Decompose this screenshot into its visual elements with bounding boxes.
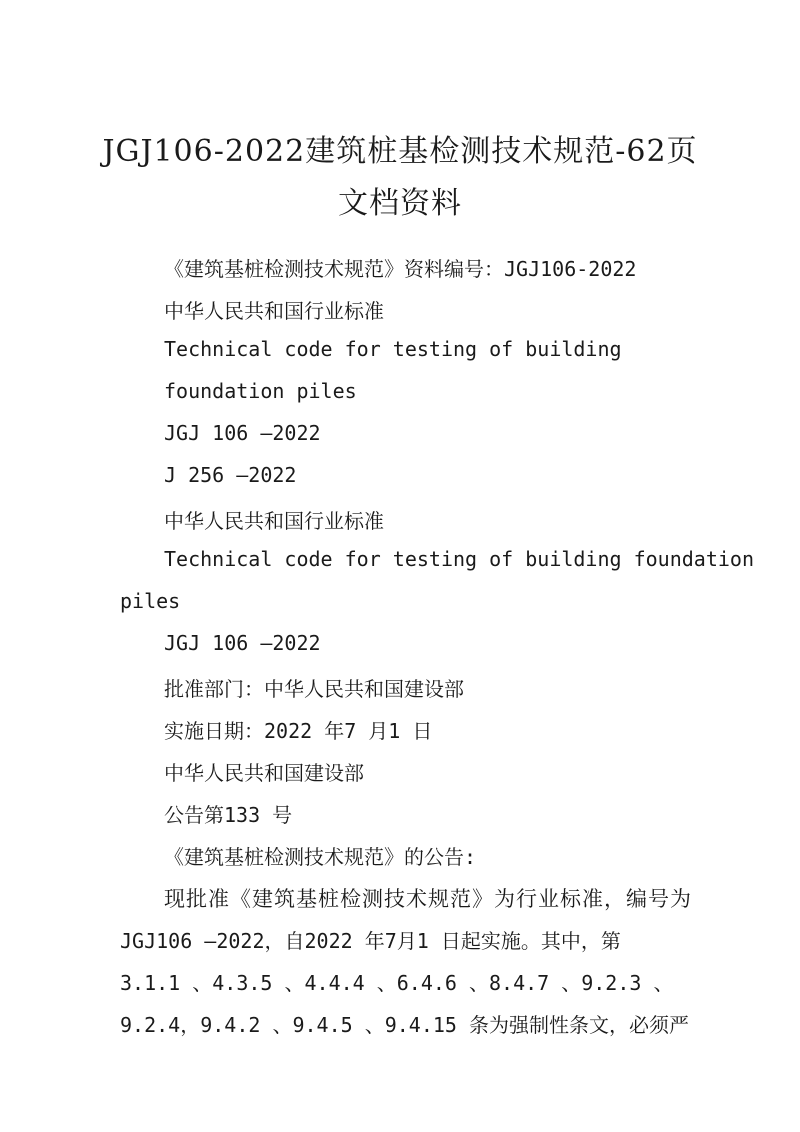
- text-line-jgj-code-2: JGJ 106 —2022: [164, 631, 321, 655]
- text-line-effective-date: 实施日期：2022 年7 月1 日: [164, 719, 433, 743]
- text-line-body-3: 3.1.1 、4.3.5 、4.4.4 、6.4.6 、8.4.7 、9.2.3 、: [120, 971, 674, 995]
- document-title-line-2: 文档资料: [338, 186, 462, 221]
- text-line-english-title-4: piles: [120, 589, 181, 613]
- text-line-english-title-2: foundation piles: [164, 379, 357, 403]
- text-line-j-code: J 256 —2022: [164, 463, 297, 487]
- text-line-announcement-title: 《建筑基桩检测技术规范》的公告:: [164, 845, 477, 869]
- text-line-english-title-3: Technical code for testing of building foundation: [164, 547, 755, 571]
- text-line-jgj-code: JGJ 106 —2022: [164, 421, 321, 445]
- text-line-body-2: JGJ106 —2022，自2022 年7月1 日起实施。其中，第: [120, 929, 621, 953]
- text-line-approving-dept: 批准部门：中华人民共和国建设部: [164, 677, 464, 701]
- text-line-announcement-no: 公告第133 号: [164, 803, 293, 827]
- text-line-ministry: 中华人民共和国建设部: [164, 761, 364, 785]
- text-line-industry-standard-2: 中华人民共和国行业标准: [164, 509, 384, 533]
- text-line-archive-number: 《建筑基桩检测技术规范》资料编号：JGJ106-2022: [164, 257, 637, 281]
- text-line-english-title-1: Technical code for testing of building: [164, 337, 622, 361]
- document-title-line-1: JGJ106-2022建筑桩基检测技术规范-62页: [102, 134, 698, 169]
- text-line-body-4: 9.2.4，9.4.2 、9.4.5 、9.4.15 条为强制性条文，必须严: [120, 1013, 689, 1037]
- text-line-industry-standard: 中华人民共和国行业标准: [164, 299, 384, 323]
- text-line-body-1: 现批准《建筑基桩检测技术规范》为行业标准，编号为: [164, 887, 692, 911]
